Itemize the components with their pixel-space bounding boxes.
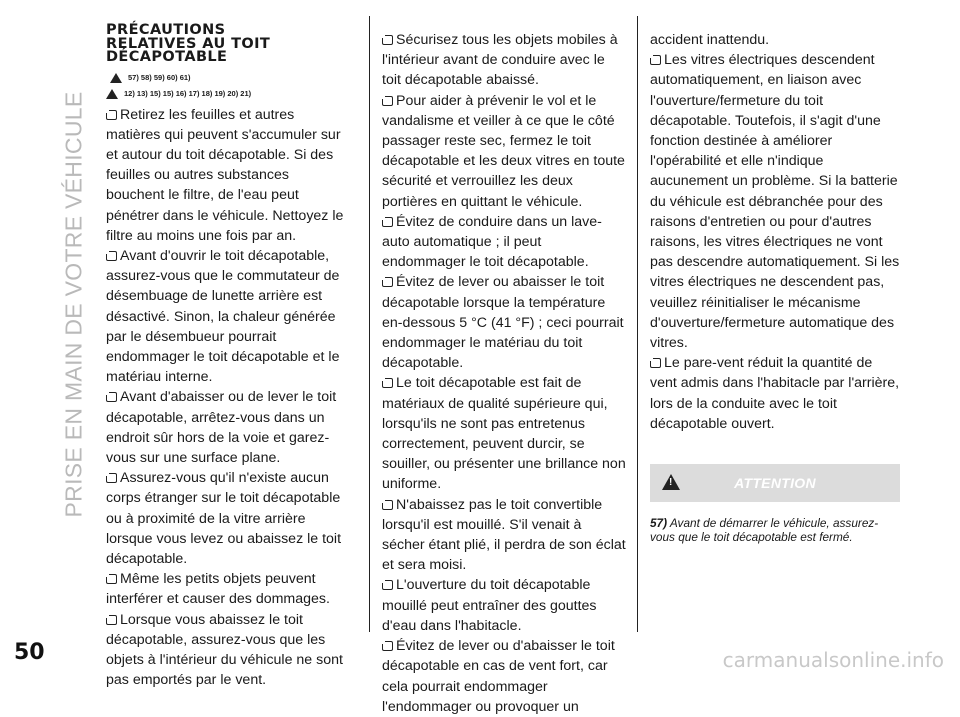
paragraph-continuation: accident inattendu. [650, 32, 770, 48]
section-heading: PRÉCAUTIONS RELATIVES AU TOIT DÉCAPOTABLE [106, 22, 271, 65]
paragraph: Évitez de conduire dans un lave-auto automatique ; il peut endommager le toit décapotable. [382, 213, 602, 271]
bullet-icon [382, 500, 393, 510]
attention-box [650, 464, 900, 544]
bullet-icon [382, 35, 393, 45]
column-2 [382, 30, 627, 717]
paragraph: Les vitres électriques descendent automatiquement, en liaison avec l'ouverture/fermeture du toit décapotable. Toutefois, il s'agit d'une fonction destinée à améliorer l'opérabilité et elle n'indique aucunement un problème. Si la batterie du véhicule est débranchée pour des raisons d'entretien ou pour d'autres raisons, les vitres électriques ne vont pas descendre automatiquement. Si les vitres électriques ne descendent pas, veuillez réinitialiser le mécanisme d'ouverture/fermeture automatique des vitres. [650, 52, 900, 352]
column-divider-1 [369, 16, 370, 632]
paragraph: Évitez de lever ou abaisser le toit décapotable lorsque la température en-dessous 5 °C (41 °F) ; ceci pourrait endommager le matériau du toit décapotable. [382, 274, 624, 372]
bullet-icon [106, 110, 117, 120]
bullet-icon [382, 96, 393, 106]
attention-text: 57) Avant de démarrer le véhicule, assurez-vous que le toit décapotable est fermé. [650, 516, 879, 545]
bullet-icon [382, 277, 393, 287]
bullet-icon [650, 358, 661, 368]
paragraph: N'abaissez pas le toit convertible lorsqu'il est mouillé. S'il venait à sécher étant plié, il perdra de son éclat et sera moisi. [382, 496, 626, 574]
bullet-icon [382, 217, 393, 227]
watermark: carmanualsonline.info [722, 648, 944, 672]
bullet-icon [382, 378, 393, 388]
caution-triangle-icon [106, 89, 118, 99]
paragraph: Avant d'abaisser ou de lever le toit décapotable, arrêtez-vous dans un endroit sûr hors de la voie et garez-vous sur une surface plane. [106, 389, 337, 466]
column-3 [650, 30, 900, 544]
paragraph: Le pare-vent réduit la quantité de vent admis dans l'habitacle par l'arrière, lors de la conduite avec le toit décapotable ouvert. [650, 355, 900, 432]
warning-triangle-icon [110, 73, 122, 83]
bullet-icon [650, 55, 661, 65]
bullet-icon [382, 641, 393, 651]
bullet-icon [106, 473, 117, 483]
bullet-icon [382, 580, 393, 590]
paragraph: Le toit décapotable est fait de matériaux de qualité supérieure qui, lorsqu'ils ne sont pas entretenus correctement, peuvent durcir, se souiller, ou présenter une brillance non uniforme. [382, 375, 626, 493]
side-chapter-title: PRISE EN MAIN DE VOTRE VÉHICULE [60, 91, 87, 517]
paragraph: Assurez-vous qu'il n'existe aucun corps étranger sur le toit décapotable ou à proximité de la vitre arrière lorsque vous levez ou abaissez le toit décapotable. [106, 470, 342, 567]
bullet-icon [106, 392, 117, 402]
warning-triangle-icon [662, 474, 680, 490]
paragraph: Lorsque vous abaissez le toit décapotable, assurez-vous que les objets à l'intérieur du véhicule ne sont pas emportés par le vent. [106, 611, 343, 689]
caution-references: 12) 13) 15) 15) 16) 17) 18) 19) 20) 21) [106, 89, 351, 99]
bullet-icon [106, 615, 117, 625]
page-number: 50 [14, 640, 45, 665]
paragraph: Retirez les feuilles et autres matières qui peuvent s'accumuler sur et autour du toit décapotable. Si des feuilles ou autres substances bouchent le filtre, de l'eau peut pénétrer dans le véhicule. Nettoyez le filtre au moins une fois par an. [106, 106, 344, 244]
paragraph: Même les petits objets peuvent interférer et causer des dommages. [106, 571, 330, 608]
paragraph: L'ouverture du toit décapotable mouillé peut entraîner des gouttes d'eau dans l'habitacle. [382, 577, 597, 634]
paragraph: Avant d'ouvrir le toit décapotable, assurez-vous que le commutateur de désembuage de lunette arrière est désactivé. Sinon, la chaleur générée par le désembueur pourrait endommager le toit décapotable et le matériau interne. [106, 247, 340, 386]
bullet-icon [106, 574, 117, 584]
bullet-icon [106, 251, 117, 261]
paragraph: Pour aider à prévenir le vol et le vandalisme et veiller à ce que le côté passager reste sec, fermez le toit décapotable et les deux vitres en toute sécurité et verrouillez les deux portières en quittant le véhicule. [382, 92, 625, 210]
paragraph: Sécurisez tous les objets mobiles à l'intérieur avant de conduire avec le toit décapotable abaissé. [382, 32, 618, 89]
warning-references: 57) 58) 59) 60) 61) [110, 73, 351, 83]
column-1 [106, 10, 351, 690]
attention-header [650, 464, 900, 502]
column-divider-2 [637, 16, 638, 632]
paragraph: Évitez de lever ou d'abaisser le toit décapotable en cas de vent fort, car cela pourrait endommager l'endommager ou provoquer un [382, 638, 615, 715]
attention-title: ATTENTION [734, 474, 816, 491]
